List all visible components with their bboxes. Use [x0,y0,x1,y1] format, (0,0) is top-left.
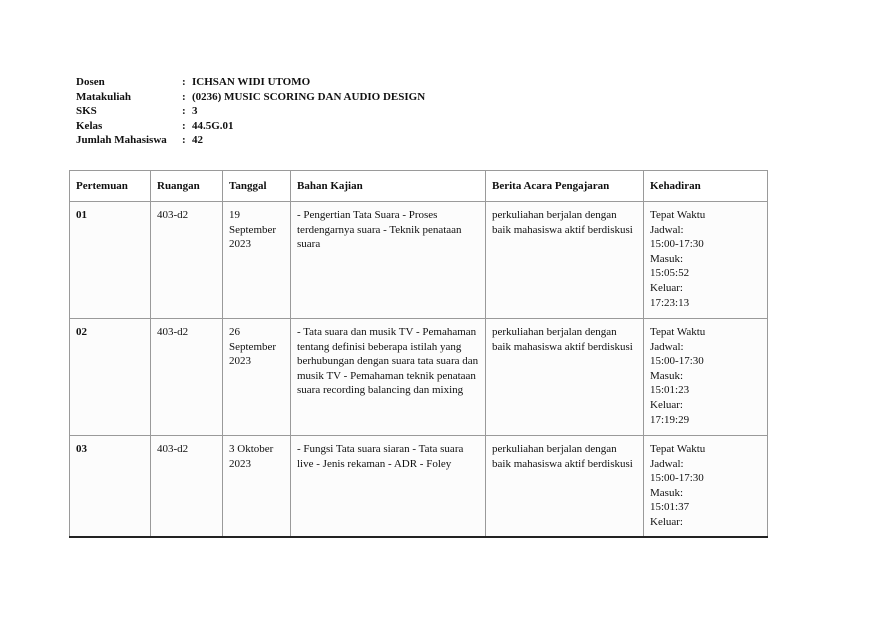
header-bahan-kajian: Bahan Kajian [291,171,486,202]
cell-berita-acara: perkuliahan berjalan dengan baik mahasiswa aktif berdiskusi [486,319,644,436]
info-colon: : [182,105,186,118]
info-row-matakuliah [76,90,425,105]
info-row-jumlah [76,133,425,148]
info-colon: : [182,119,186,132]
cell-berita-acara: perkuliahan berjalan dengan baik mahasiswa aktif berdiskusi [486,202,644,319]
info-value: (0236) MUSIC SCORING DAN AUDIO DESIGN [192,90,426,103]
cell-bahan-kajian: - Fungsi Tata suara siaran - Tata suara live - Jenis rekaman - ADR - Foley [291,436,486,537]
info-value: 3 [192,105,198,118]
cell-berita-acara: perkuliahan berjalan dengan baik mahasiswa aktif berdiskusi [486,436,644,537]
cell-ruangan: 403-d2 [151,202,223,319]
header-tanggal: Tanggal [223,171,291,202]
cell-tanggal: 26 September 2023 [223,319,291,436]
header-berita-acara: Berita Acara Pengajaran [486,171,644,202]
cell-ruangan: 403-d2 [151,436,223,537]
info-label: Dosen [76,76,105,88]
info-value: ICHSAN WIDI UTOMO [192,76,311,88]
header-ruangan: Ruangan [151,171,223,202]
info-label: SKS [76,105,97,118]
info-colon: : [182,76,186,88]
info-label: Kelas [76,119,103,132]
cell-tanggal: 19 September 2023 [223,202,291,319]
table-header-row [70,171,768,202]
cell-kehadiran: Tepat Waktu Jadwal: 15:00-17:30 Masuk: 15:01:37 Keluar: [644,436,768,537]
cell-ruangan: 403-d2 [151,319,223,436]
header-kehadiran: Kehadiran [644,171,768,202]
table-row [70,202,768,319]
info-colon: : [182,90,186,103]
course-info [76,75,425,148]
table-row [70,436,768,537]
info-label: Jumlah Mahasiswa [76,134,167,147]
info-value: 42 [192,134,203,147]
cell-bahan-kajian: - Tata suara dan musik TV - Pemahaman tentang definisi beberapa istilah yang berhubungan dengan suara tata suara dan musik TV - Pemahaman teknik penataan suara recording balancing dan mixing [291,319,486,436]
info-row-dosen [76,75,425,90]
info-label: Matakuliah [76,90,132,103]
table-row [70,319,768,436]
cell-kehadiran: Tepat Waktu Jadwal: 15:00-17:30 Masuk: 15:01:23 Keluar: 17:19:29 [644,319,768,436]
info-value: 44.5G.01 [192,119,234,132]
cell-kehadiran: Tepat Waktu Jadwal: 15:00-17:30 Masuk: 15:05:52 Keluar: 17:23:13 [644,202,768,319]
cell-pertemuan: 03 [70,436,151,537]
info-colon: : [182,134,186,147]
info-row-sks [76,104,425,119]
cell-pertemuan: 01 [70,202,151,319]
attendance-table [69,170,768,538]
cell-tanggal: 3 Oktober 2023 [223,436,291,537]
cell-pertemuan: 02 [70,319,151,436]
info-row-kelas [76,119,425,134]
header-pertemuan: Pertemuan [70,171,151,202]
cell-bahan-kajian: - Pengertian Tata Suara - Proses terdengarnya suara - Teknik penataan suara [291,202,486,319]
